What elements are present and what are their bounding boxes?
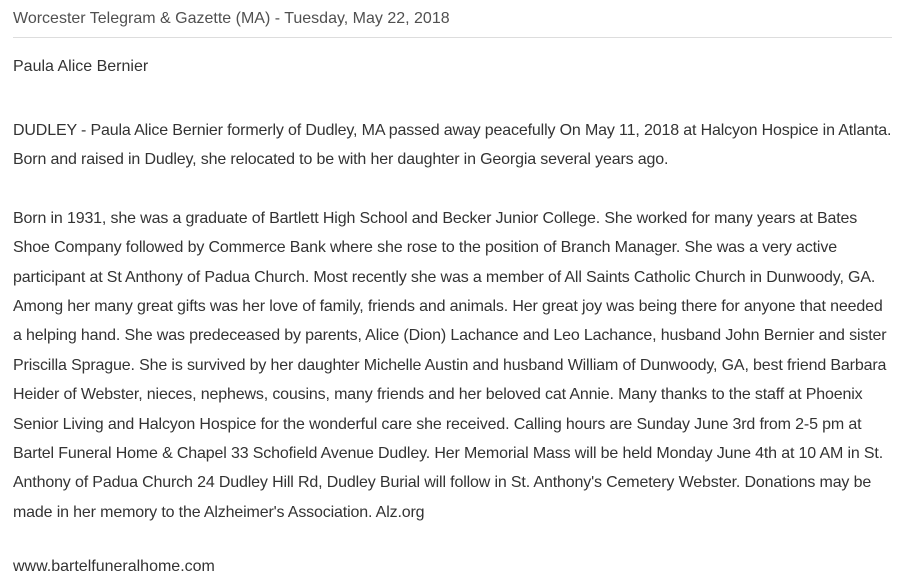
publication-header: Worcester Telegram & Gazette (MA) - Tuesday, May 22, 2018: [13, 0, 892, 38]
obituary-name: Paula Alice Bernier: [13, 58, 149, 75]
funeral-home-website: www.bartelfuneralhome.com: [13, 558, 215, 576]
obituary-paragraph-biography: Born in 1931, she was a graduate of Bartlett High School and Becker Junior College. She worked for many years at Bates Shoe Company followed by Commerce Bank where she rose to the position of Branch Manager. She was a very active participant at St Anthony of Padua Church. Most recently she was a member of All Saints Catholic Church in Dunwoody, GA. Among her many great gifts was her love of family, friends and animals. Her great joy was being there for anyone that needed a helping hand. She was predeceased by parents, Alice (Dion) Lachance and Leo Lachance, husband John Bernier and sister Priscilla Sprague. She is survived by her daughter Michelle Austin and husband William of Dunwoody, GA, best friend Barbara Heider of Webster, nieces, nephews, cousins, many friends and her beloved cat Annie. Many thanks to the staff at Phoenix Senior Living and Halcyon Hospice for the wonderful care she received. Calling hours are Sunday June 3rd from 2-5 pm at Bartel Funeral Home & Chapel 33 Schofield Avenue Dudley. Her Memorial Mass will be held Monday June 4th at 10 AM in St. Anthony of Padua Church 24 Dudley Hill Rd, Dudley Burial will follow in St. Anthony's Cemetery Webster. Donations may be made in her memory to the Alzheimer's Association. Alz.org: [13, 209, 887, 521]
obituary-paragraph-intro: DUDLEY - Paula Alice Bernier formerly of Dudley, MA passed away peacefully On May 11, 2018 at Halcyon Hospice in Atlanta. Born and raised in Dudley, she relocated to be with her daughter in Georgia several years ago.: [13, 122, 892, 169]
